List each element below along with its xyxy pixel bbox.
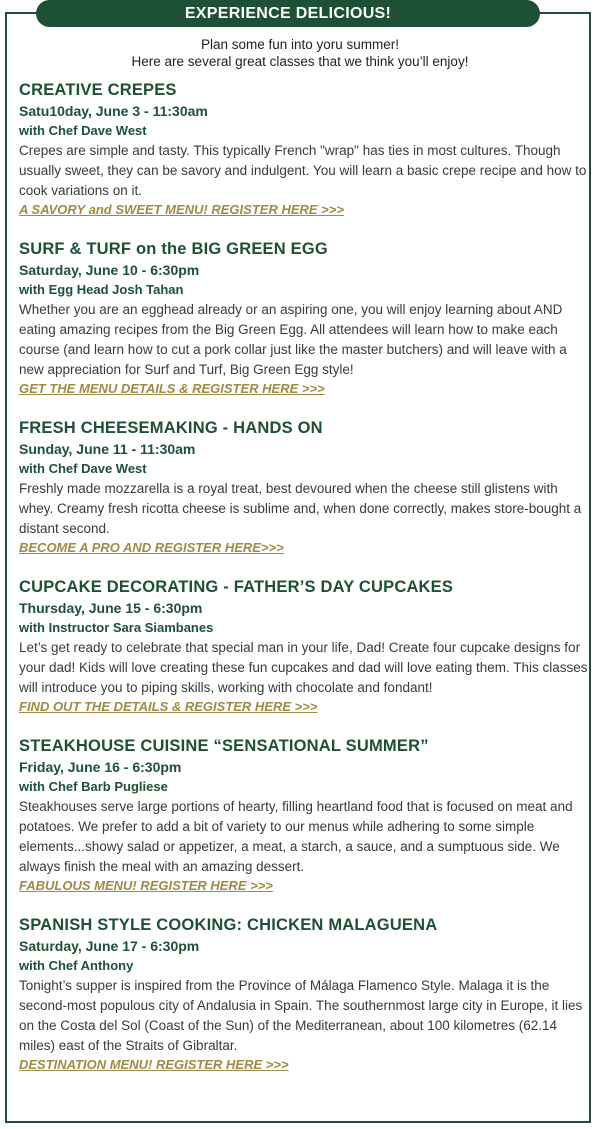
event-title: CREATIVE CREPES [19, 81, 177, 99]
event-steakhouse [19, 736, 591, 895]
event-chef: with Chef Barb Pugliese [19, 779, 168, 794]
intro-line-1: Plan some fun into yoru summer! [200, 37, 400, 52]
event-chef: with Chef Dave West [19, 123, 147, 138]
event-creative-crepes [19, 80, 591, 219]
event-chef: with Chef Dave West [19, 461, 147, 476]
event-date: Saturday, June 10 - 6:30pm [19, 262, 200, 278]
event-chef: with Egg Head Josh Tahan [19, 282, 184, 297]
event-date: Satu10day, June 3 - 11:30am [19, 103, 208, 119]
event-register-link[interactable]: A SAVORY and SWEET MENU! REGISTER HERE >>> [19, 202, 344, 217]
event-surf-turf [19, 239, 591, 398]
event-register-link[interactable]: BECOME A PRO AND REGISTER HERE>>> [19, 540, 284, 555]
event-title: SURF & TURF on the BIG GREEN EGG [19, 240, 328, 258]
event-date: Thursday, June 15 - 6:30pm [19, 600, 203, 616]
event-description: Let’s get ready to celebrate that special man in your life, Dad! Create four cupcake designs for your dad! Kids will love creating these fun cupcakes and dad will love eating them. This classes will introduce you to piping skills, working with chocolate and fondant! [19, 640, 588, 695]
event-list [19, 80, 591, 1094]
event-chef: with Instructor Sara Siambanes [19, 620, 214, 635]
page-banner: EXPERIENCE DELICIOUS! [36, 0, 540, 27]
event-description: Crepes are simple and tasty. This typically French "wrap" has ties in most cultures. Though usually sweet, they can be savory and indulgent. You will learn a basic crepe recipe and how to cook variations on it. [19, 143, 587, 198]
event-description: Freshly made mozzarella is a royal treat, best devoured when the cheese still glistens with whey. Creamy fresh ricotta cheese is sublime and, when done correctly, makes store-bought a distant second. [19, 481, 582, 536]
event-description: Whether you are an egghead already or an aspiring one, you will enjoy learning about AND eating amazing recipes from the Big Green Egg. All attendees will learn how to make each course (and learn how to cut a pork collar just like the master butchers) and will leave with a new appreciation for Surf and Turf, Big Green Egg style! [19, 302, 567, 377]
event-register-link[interactable]: GET THE MENU DETAILS & REGISTER HERE >>> [19, 381, 325, 396]
intro-line-2: Here are several great classes that we think you’ll enjoy! [131, 54, 469, 69]
event-description: Tonight’s supper is inspired from the Province of Málaga Flamenco Style. Malaga it is the second-most populous city of Andalusia in Spain. The southernmost large city in Europe, it lies on the Costa del Sol (Coast of the Sun) of the Mediterranean, about 100 kilometres (62.14 miles) east of the Straits of Gibraltar. [19, 978, 583, 1053]
event-register-link[interactable]: FIND OUT THE DETAILS & REGISTER HERE >>> [19, 699, 318, 714]
intro [0, 36, 600, 70]
event-spanish-cooking [19, 915, 591, 1074]
event-cupcake-decorating [19, 577, 591, 716]
event-description: Steakhouses serve large portions of hearty, filling heartland food that is focused on meat and potatoes. We prefer to add a bit of variety to our menus while adhering to some simple elements...showy salad or appetizer, a meat, a starch, a sauce, and a sumptuous side. We always finish the meal with an amazing dessert. [19, 799, 573, 874]
event-title: SPANISH STYLE COOKING: CHICKEN MALAGUENA [19, 916, 438, 934]
event-date: Sunday, June 11 - 11:30am [19, 441, 196, 457]
event-title: STEAKHOUSE CUISINE “SENSATIONAL SUMMER” [19, 737, 429, 755]
event-title: CUPCAKE DECORATING - FATHER’S DAY CUPCAKES [19, 578, 454, 596]
event-date: Friday, June 16 - 6:30pm [19, 759, 182, 775]
event-register-link[interactable]: DESTINATION MENU! REGISTER HERE >>> [19, 1057, 289, 1072]
event-chef: with Chef Anthony [19, 958, 134, 973]
event-title: FRESH CHEESEMAKING - HANDS ON [19, 419, 323, 437]
event-cheesemaking [19, 418, 591, 557]
event-date: Saturday, June 17 - 6:30pm [19, 938, 200, 954]
event-register-link[interactable]: FABULOUS MENU! REGISTER HERE >>> [19, 878, 273, 893]
